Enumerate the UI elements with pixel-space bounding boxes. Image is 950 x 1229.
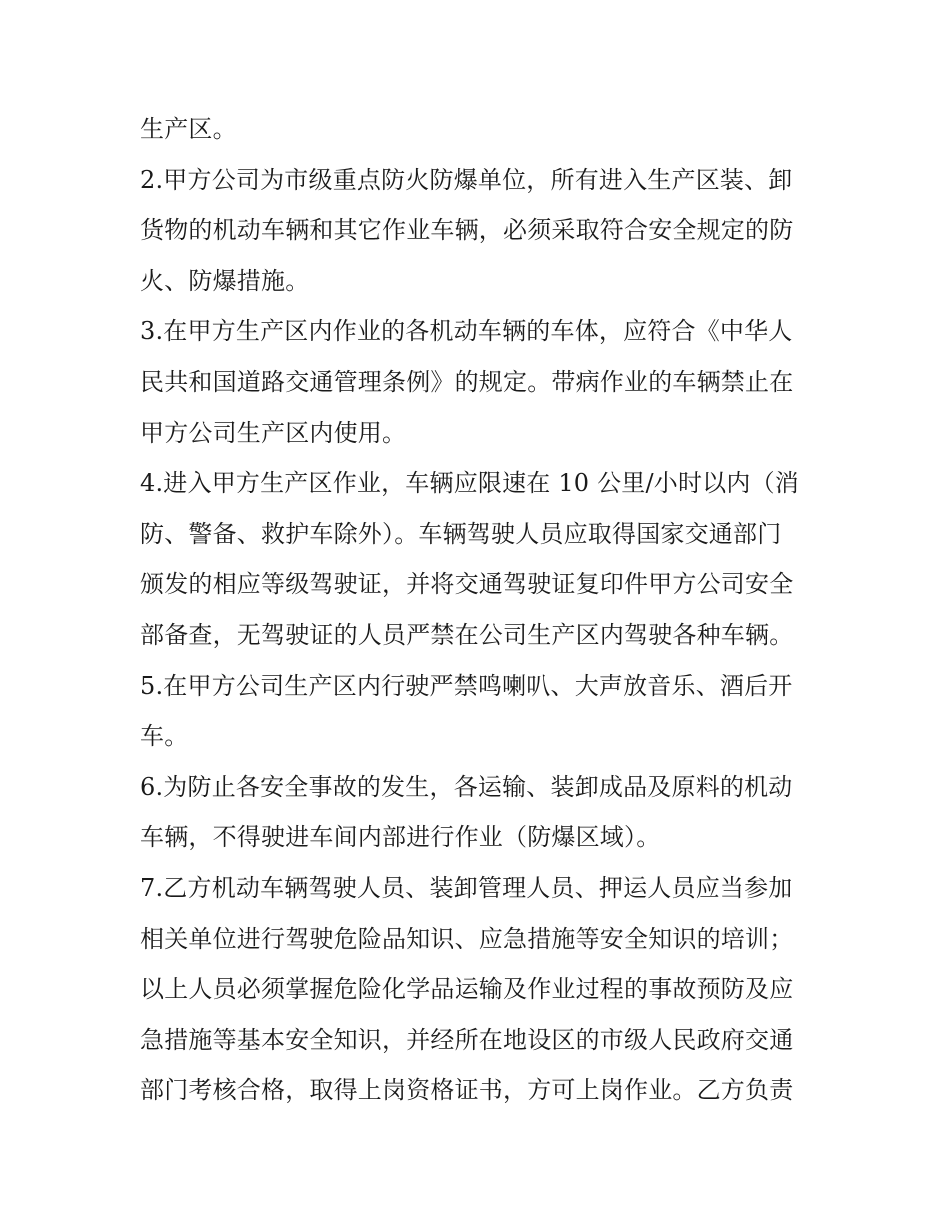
text-line: 货物的机动车辆和其它作业车辆，必须采取符合安全规定的防 [140,216,794,245]
text-line: 3.在甲方生产区内作业的各机动车辆的车体，应符合《中华人 [140,317,793,346]
document-body [140,104,820,1116]
text-line: 部备查，无驾驶证的人员严禁在公司生产区内驾驶各种车辆。 [140,620,794,649]
text-line: 甲方公司生产区内使用。 [140,418,407,447]
text-line: 5.在甲方公司生产区内行驶严禁鸣喇叭、大声放音乐、酒后开 [140,671,793,700]
text-line: 颁发的相应等级驾驶证，并将交通驾驶证复印件甲方公司安全 [140,570,794,599]
text-line: 7.乙方机动车辆驾驶人员、装卸管理人员、押运人员应当参加 [140,873,793,902]
text-line: 2.甲方公司为市级重点防火防爆单位，所有进入生产区装、卸 [140,165,793,194]
text-line: 急措施等基本安全知识，并经所在地设区的市级人民政府交通 [140,1025,794,1054]
text-line: 火、防爆措施。 [140,266,310,295]
text-line: 生产区。 [140,115,237,143]
text-line: 车辆，不得驶进车间内部进行作业（防爆区域）。 [140,823,661,852]
text-line: 以上人员必须掌握危险化学品运输及作业过程的事故预防及应 [140,975,794,1004]
text-line: 4.进入甲方生产区作业，车辆应限速在 10 公里/小时以内（消 [140,469,799,498]
text-line: 部门考核合格，取得上岗资格证书，方可上岗作业。乙方负责 [140,1076,794,1105]
text-line: 6.为防止各安全事故的发生，各运输、装卸成品及原料的机动 [140,772,793,801]
text-line: 防、警备、救护车除外）。车辆驾驶人员应取得国家交通部门 [140,519,782,548]
text-line: 车。 [140,722,189,751]
text-line: 民共和国道路交通管理条例》的规定。带病作业的车辆禁止在 [140,367,794,396]
text-line: 相关单位进行驾驶危险品知识、应急措施等安全知识的培训； [140,924,794,953]
